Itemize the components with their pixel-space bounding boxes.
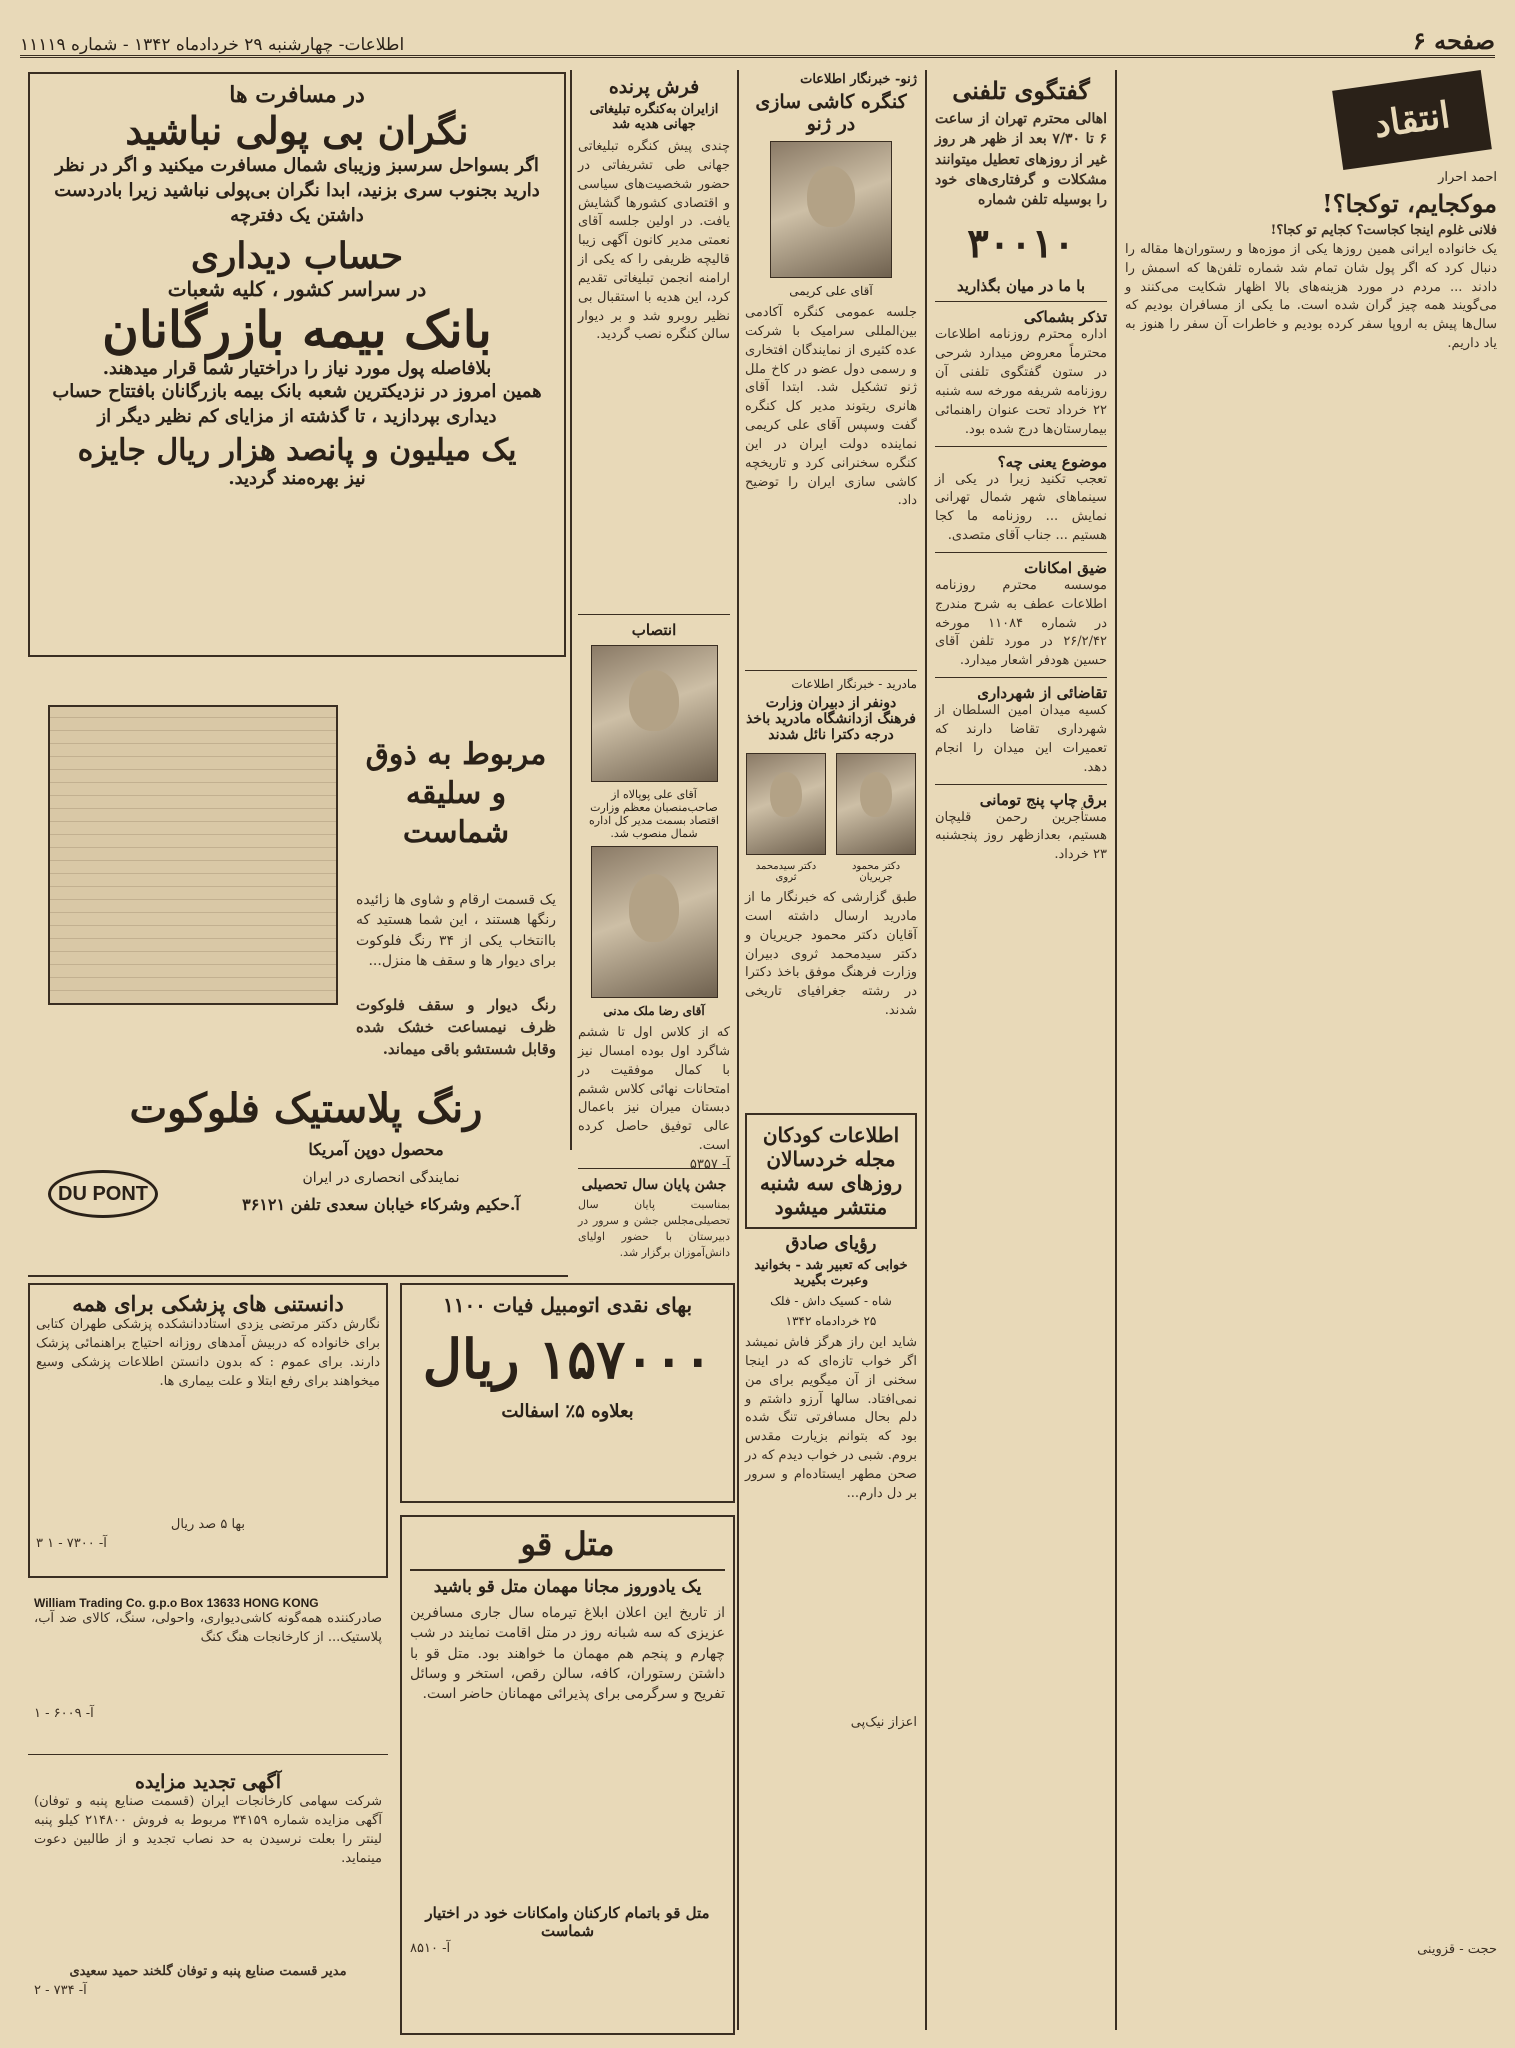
motel-logo: متل قو bbox=[410, 1525, 725, 1571]
page-number: صفحه ۶ bbox=[1412, 26, 1495, 55]
trading-code: آ- ۶۰۰۹ - ۱ bbox=[34, 1706, 94, 1721]
column-divider bbox=[570, 70, 572, 1150]
auction-ad bbox=[28, 1765, 388, 2035]
phone-item-text: موسسه محترم روزنامه اطلاعات عطف به شرح مندرج در شماره ۱۱۰۸۴ مورخه ۲۶/۲/۴۲ در مورد تلفن آقای حسین هودفر اشعار میدارد. bbox=[935, 577, 1107, 669]
critique-body: یک خانواده ایرانی همین روزها یکی از موزه‌ها و رستوران‌ها مقاله را دنبال کرد که اگر پول شان تمام شد شماره تلفن‌ها که اسمش را دادند ... مردم در مورد هزینه‌های بالا اظهار شکایت می‌کنند و می‌گویند همه چیز گران شده است. ما یکی از مسافران بودیم که سال‌ها پیش به اروپا سفر کرده بودیم و خاطرات آن سفر را هنوز به یاد داریم. bbox=[1125, 241, 1497, 352]
dream-body: شاید این راز هرگز فاش نمیشد اگر خواب تازه‌ای که در اینجا سخنی از آن میگویم برای من نمی‌افتاد. سالها آرزو داشتم و دلم بحال مسافرتی تنگ شده بود که بتوانم بزیارت مقدس بروم. شبی در خواب دیدم که در صحن مطهر ایستاده‌ام و سرور بر دل دارم... bbox=[745, 1335, 917, 1501]
phone-item-text: کسیه میدان امین السلطان از شهرداری تقاضا دارند که تعمیرات این میدان را انجام دهد. bbox=[935, 703, 1107, 775]
column-divider bbox=[737, 70, 739, 2030]
motel-ad bbox=[400, 1515, 735, 2035]
geneva-section: ژنو- خبرنگار اطلاعات bbox=[800, 72, 917, 87]
phone-item bbox=[935, 559, 1107, 671]
auction-code: آ- ۷۳۴ - ۲ bbox=[34, 1982, 87, 1998]
page-header bbox=[20, 18, 1495, 58]
phone-item bbox=[935, 308, 1107, 439]
auction-body: شرکت سهامی کارخانجات ایران (قسمت صنایع پنبه و توفان) آگهی مزایده شماره ۳۴۱۵۹ مربوط به فروش ۲۱۴۸۰۰ کیلو پنبه لینتر را بعلت نرسیدن به حد نصاب تجدید و از طالبین دعوت مینماید. bbox=[34, 1794, 382, 1866]
medical-body: نگارش دکتر مرتضی یزدی استاددانشکده پزشکی طهران کتابی برای خانواده که دربیش آمدهای روزانه احتیاج براهنمائی پزشک دارند. برای عموم : که بدون دانستن اطلاعات پزشکی وسیع میخواهند برای رفع ابتلا و علت بیماری ها. bbox=[36, 1317, 380, 1389]
phone-item-title: ضیق امکانات bbox=[1024, 558, 1107, 577]
critique-title: موکجایم، توکجا؟! bbox=[1322, 189, 1497, 218]
dream-signature: اعزاز نیک‌پی bbox=[850, 1715, 917, 1730]
appointee-photo bbox=[591, 645, 718, 782]
appointment-caption: آقای علی پوپالاه از صاحب‌منصبان معظم وزارت اقتصاد بسمت مدیر کل اداره شمال منصوب شد. bbox=[589, 788, 719, 840]
madrid-section: مادرید - خبرنگار اطلاعات bbox=[791, 677, 917, 691]
paint-ad-slogan: مربوط به ذوق و سلیقه شماست bbox=[365, 737, 547, 850]
trading-title: William Trading Co. g.p.o Box 13633 HONG KONG bbox=[34, 1596, 319, 1610]
appointment-title: انتصاب bbox=[631, 621, 677, 639]
carpet-title: فرش پرنده bbox=[608, 76, 700, 98]
graduation-title: جشن پایان سال تحصیلی bbox=[581, 1177, 727, 1193]
dupont-logo: DU PONT bbox=[48, 1170, 158, 1218]
paint-origin: محصول دوپن آمریکا bbox=[308, 1140, 444, 1159]
medical-ad bbox=[28, 1283, 388, 1578]
paint-ad-text: یک قسمت ارقام و شاوی ها زائیده رنگها هستند ، این شما هستید که باانتخاب یکی از ۳۴ رنگ فلوکوت برای دیوار ها و سقف ها منزل... bbox=[355, 892, 556, 969]
fiat-title: بهای نقدی اتومبیل فیات ۱۱۰۰ bbox=[442, 1293, 693, 1317]
phone-intro: اهالی محترم تهران از ساعت ۶ تا ۷/۳۰ بعد از ظهر هر روز غیر از روزهای تعطیل میتوانند مشکلات و گرفتاری‌های خود را بوسیله تلفن شماره bbox=[935, 111, 1107, 209]
carpet-body: چندی پیش کنگره تبلیغاتی جهانی طی تشریفاتی در حضور شخصیت‌های سیاسی و اقتصادی کشورها گشایش یافت. در اولین جلسه آقای نعمتی مدیر کانون آگهی زیبا قالیچه ظریفی را که یکی از ارامنه انجمن تبلیغاتی تقدیم کرد، این هدیه با استقبال بی نظیر روبرو شد و بر دیوار سالن کنگره نصب گردید. bbox=[578, 139, 730, 343]
paint-ad bbox=[28, 675, 566, 1265]
geneva-body: جلسه عمومی کنگره آکادمی بین‌المللی سرامیک با شرکت عده کثیری از نمایندگان افتخاری و رسمی دول عضو در کاخ ملل ژنو تشکیل شد. ابتدا آقای هانری ریتوند مدیر کل کنگره گفت وسپس آقای علی کریمی نماینده دولت ایران در این کنگره سخنرانی کرد و تاریخچه کاشی سازی ایران را توضیح داد. bbox=[745, 305, 917, 509]
phone-item bbox=[935, 453, 1107, 546]
trading-body: صادرکننده همه‌گونه کاشی‌دیواری، واحولی، سنگ، کالای ضد آب، پلاستیک... از کارخانجات هنگ کنگ bbox=[34, 1611, 382, 1645]
phone-item-title: تذکر بشماکی bbox=[1023, 308, 1107, 327]
karimi-photo bbox=[770, 141, 892, 278]
kids-magazine-ad: اطلاعات کودکان مجله خردسالان روزهای سه شنبه منتشر میشود bbox=[745, 1113, 917, 1229]
paint-rep-address: آ.حکیم وشرکاء خیابان سعدی تلفن ۳۶۱۲۱ bbox=[242, 1195, 520, 1214]
fiat-price: ۱۵۷۰۰۰ ریال bbox=[422, 1327, 713, 1391]
motel-body: از تاریخ این اعلان ابلاغ تیرماه سال جاری مسافرین عزیزی که سه شبانه روز در متل اقامت نمایند در شب چهارم و پنجم هم مهمان ما خواهند بود. متل قو با داشتن رستوران، کافه، سالن رقص، استخر و وسائل تفریح و سرگرمی برای پذیرائی مهمانان حاضر است. bbox=[410, 1605, 725, 1703]
tharvi-photo bbox=[746, 753, 826, 855]
madrid-title: دونفر از دبیران وزارت فرهنگ ازدانشگاه مادرید باخذ درجه دکترا نائل شدند bbox=[746, 695, 916, 743]
bank-ad-line10: نیز بهره‌مند گردید. bbox=[228, 468, 366, 490]
bank-ad-intro: اگر بسواحل سرسبز وزیبای شمال مسافرت میکنید و اگر در نظر دارید بجنوب سری بزنید، ابدا نگران بی‌پولی نباشید زیرا بادردست داشتن یک دفترچه bbox=[54, 155, 540, 227]
critique-byline: احمد احرار bbox=[1438, 170, 1497, 185]
bank-ad bbox=[28, 72, 566, 657]
critique-logo: انتقاد bbox=[1332, 70, 1492, 170]
bank-ad-line8: همین امروز در نزدیکترین شعبه بانک بیمه بازرگانان بافتتاح حساب دیداری بپردازید ، تا گذشته از مزایای کم نظیر دیگر از bbox=[52, 381, 542, 428]
phone-item-text: اداره محترم روزنامه اطلاعات محترماً معروض میدارد شرحی در ستون گفتگوی تلفنی آن روزنامه شریفه مورخه سه شنبه ۲۲ خرداد تحت عنوان راهنمائی بیمارستان‌ها درج شده بود. bbox=[935, 327, 1107, 437]
dream-title: رؤیای صادق bbox=[785, 1233, 877, 1254]
paint-rep: نمایندگی انحصاری در ایران bbox=[302, 1170, 460, 1186]
trading-ad bbox=[28, 1590, 388, 1755]
fiat-ad bbox=[400, 1283, 735, 1503]
phone-item-text: تعجب تکنید زیرا در یکی از سینماهای شهر شمال تهرانی نمایش ... روزنامه ما کجا هستیم ... جناب آقای متصدی. bbox=[935, 471, 1107, 544]
bank-name: بانک بیمه بازرگانان bbox=[102, 299, 492, 359]
medical-title: دانستنی های پزشکی برای همه bbox=[72, 1291, 344, 1316]
jaririan-caption: دکتر محمود جریریان bbox=[851, 861, 901, 883]
house-illustration bbox=[48, 705, 338, 1005]
paint-brand: رنگ پلاستیک فلوکوت bbox=[129, 1085, 483, 1132]
auction-title: آگهی تجدید مزایده bbox=[134, 1771, 282, 1793]
bank-ad-line7: بلافاصله پول مورد نیاز را دراختیار شما قرار میدهند. bbox=[102, 358, 492, 380]
critique-signature: حجت - قزوینی bbox=[1417, 1941, 1497, 1957]
dream-author: شاه - کسیک داش - فلک bbox=[770, 1294, 892, 1308]
graduation-body: بمناسبت پایان سال تحصیلی‌مجلس جشن و سرور در دبیرستان با حضور اولیای دانش‌آموزان برگزار شد. bbox=[578, 1198, 730, 1259]
column-phone bbox=[935, 72, 1107, 2032]
graduation-block bbox=[578, 1168, 730, 1268]
medical-code: آ- ۷۳۰۰ - ۱ ۳ bbox=[36, 1535, 107, 1551]
geneva-title: کنگره کاشی سازی در ژنو bbox=[755, 91, 907, 135]
phone-cta: با ما در میان بگذارید bbox=[956, 277, 1086, 296]
bank-ad-headline: نگران بی پولی نباشید bbox=[125, 108, 469, 153]
column-divider bbox=[1115, 70, 1117, 2030]
student-caption: آقای رضا ملک مدنی bbox=[603, 1004, 705, 1018]
critique-lead: فلانی غلوم اینجا کجاست؟ کجایم تو کجا؟! bbox=[1270, 223, 1497, 238]
phone-number: ۳۰۰۱۰ bbox=[967, 220, 1075, 268]
madrid-body: طبق گزارشی که خبرنگار ما از مادرید ارسال داشته است آقایان دکتر محمود جریریان و دکتر سیدمحمد ثروی دبیران وزارت فرهنگ موفق باخذ دکترا در رشته جغرافیای تاریخی شدند. bbox=[745, 890, 917, 1019]
tharvi-caption: دکتر سیدمحمد ثروی bbox=[755, 861, 817, 883]
bank-ad-account: حساب دیداری bbox=[190, 234, 404, 277]
phone-item-title: موضوع یعنی چه؟ bbox=[997, 452, 1107, 471]
bank-ad-prize: یک میلیون و پانصد هزار ریال جایزه bbox=[77, 433, 517, 469]
issue-line: اطلاعات- چهارشنبه ۲۹ خردادماه ۱۳۴۲ - شماره ۱۱۱۱۹ bbox=[20, 35, 405, 55]
medical-price: بها ۵ صد ریال bbox=[170, 1517, 246, 1532]
dream-subtitle: خوابی که تعبیر شد - بخوانید وعبرت بگیرید bbox=[754, 1258, 908, 1288]
phone-item bbox=[935, 684, 1107, 777]
phone-title: گفتگوی تلفنی bbox=[952, 76, 1090, 105]
karimi-caption: آقای علی کریمی bbox=[789, 284, 873, 298]
bank-ad-line1: در مسافرت ها bbox=[229, 82, 365, 108]
carpet-subtitle: ازایران به‌کنگره تبلیغاتی جهانی هدیه شد bbox=[589, 102, 719, 132]
motel-code: آ- ۸۵۱۰ bbox=[410, 1941, 451, 1956]
phone-item-text: مستأجرین رحمن قلیچان هستیم، بعدازظهر روز پنجشنبه ۲۳ خرداد. bbox=[935, 809, 1107, 863]
auction-signature: مدیر قسمت صنایع پنبه و توفان گلخند حمید سعیدی bbox=[69, 1964, 347, 1979]
student-text: که از کلاس اول تا ششم شاگرد اول بوده امسال نیز با کمال موفقیت در امتحانات نهائی کلاس ششم دبستان میران نیز باعمال عالی توفیق حاصل کرده است. bbox=[578, 1025, 730, 1154]
student-photo bbox=[591, 846, 718, 998]
paint-ad-dry: رنگ دیوار و سقف فلوکوت ظرف نیمساعت خشک شده وقابل شستشو باقی میماند. bbox=[356, 996, 556, 1058]
column-geneva bbox=[745, 72, 917, 2032]
motel-title: یک یادوروز مجانا مهمان‌ متل قو باشید bbox=[433, 1577, 702, 1597]
motel-footer: متل قو باتمام کارکنان وامکانات خود در اختیار شماست bbox=[425, 1904, 710, 1940]
column-carpet bbox=[578, 72, 730, 1172]
student-code: آ- ۵۳۵۷ bbox=[689, 1156, 730, 1172]
column-divider bbox=[925, 70, 927, 2030]
phone-item-title: برق چاپ پنج تومانی bbox=[979, 790, 1107, 809]
column-critique bbox=[1125, 72, 1497, 2032]
bank-ad-branches: در سراسر کشور ، کلیه شعبات bbox=[167, 276, 427, 301]
phone-item bbox=[935, 791, 1107, 866]
phone-item-title: تقاضائی از شهرداری bbox=[977, 684, 1107, 703]
dream-date: ۲۵ خردادماه ۱۳۴۲ bbox=[785, 1314, 877, 1328]
jaririan-photo bbox=[836, 753, 916, 855]
fiat-note: بعلاوه ۵٪ اسفالت bbox=[501, 1401, 634, 1422]
